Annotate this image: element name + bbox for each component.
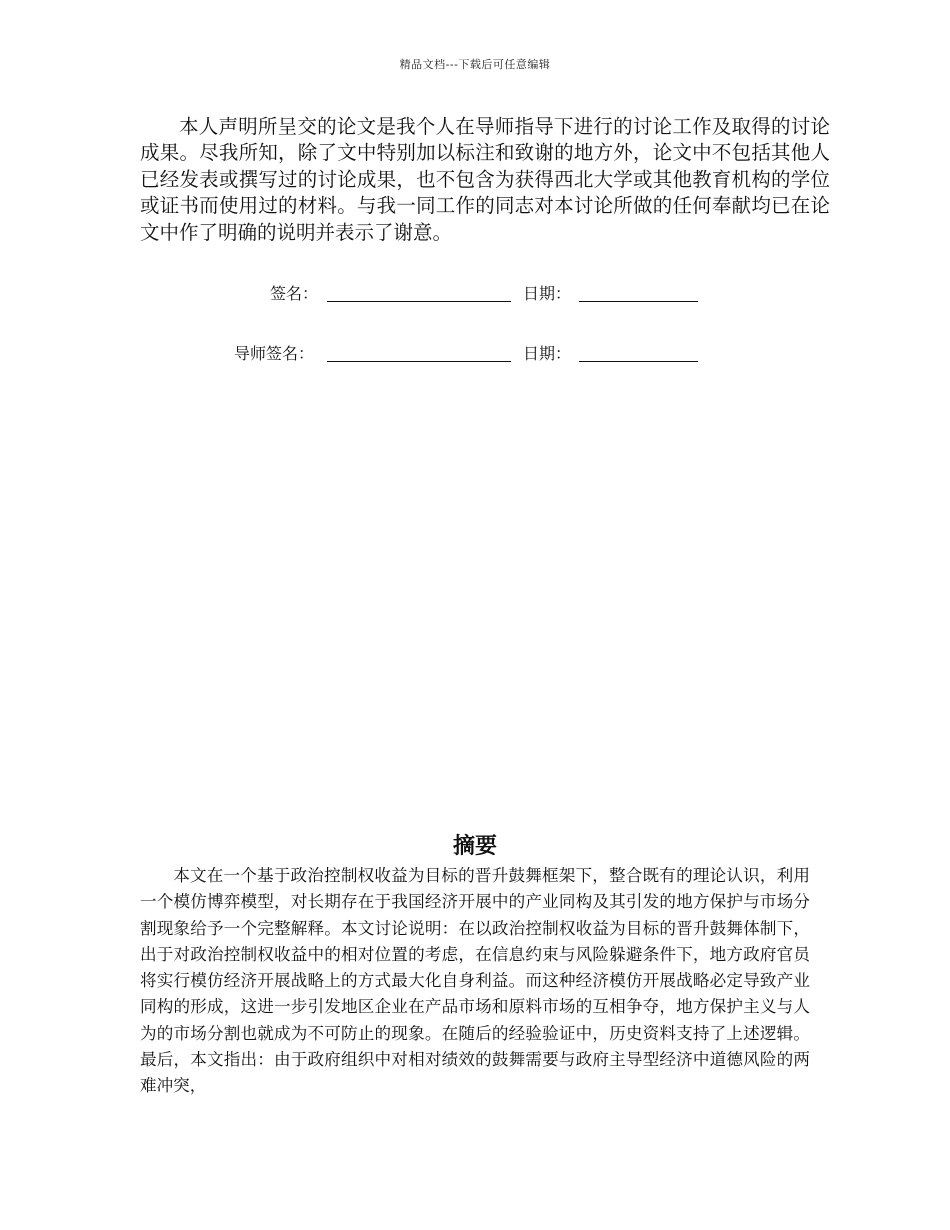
author-signature-line (327, 301, 511, 302)
advisor-signature-line (327, 361, 511, 362)
author-signature-label: 签名： (270, 284, 319, 303)
advisor-date-label: 日期： (523, 344, 572, 363)
originality-declaration: 本人声明所呈交的论文是我个人在导师指导下进行的讨论工作及取得的讨论成果。尽我所知，除了文中特别加以标注和致谢的地方外，论文中不包括其他人已经发表或撰写过的讨论成果，也不包含为获得西北大学或其他教育机构的学位或证书而使用过的材料。与我一同工作的同志对本讨论所做的任何奉献均已在论文中作了明确的说明并表示了谢意。 (140, 115, 830, 244)
author-signature-row (0, 281, 950, 305)
abstract-title: 摘要 (452, 834, 497, 859)
advisor-signature-row (0, 341, 950, 365)
advisor-signature-label: 导师签名： (234, 344, 315, 363)
page-header-watermark: 精品文档---下载后可任意编辑 (399, 58, 551, 71)
author-date-line (579, 301, 698, 302)
author-date-label: 日期： (523, 284, 572, 303)
abstract-body: 本文在一个基于政治控制权收益为目标的晋升鼓舞框架下，整合既有的理论认识，利用一个模仿博弈模型，对长期存在于我国经济开展中的产业同构及其引发的地方保护与市场分割现象给予一个完整解释。本文讨论说明：在以政治控制权收益为目标的晋升鼓舞体制下，出于对政治控制权收益中的相对位置的考虑，在信息约束与风险躲避条件下，地方政府官员将实行模仿经济开展战略上的方式最大化自身利益。而这种经济模仿开展战略必定导致产业同构的形成，这进一步引发地区企业在产品市场和原料市场的互相争夺，地方保护主义与人为的市场分割也就成为不可防止的现象。在随后的经验验证中，历史资料支持了上述逻辑。最后，本文指出：由于政府组织中对相对绩效的鼓舞需要与政府主导型经济中道德风险的两难冲突， (140, 866, 810, 1096)
advisor-date-line (579, 361, 698, 362)
